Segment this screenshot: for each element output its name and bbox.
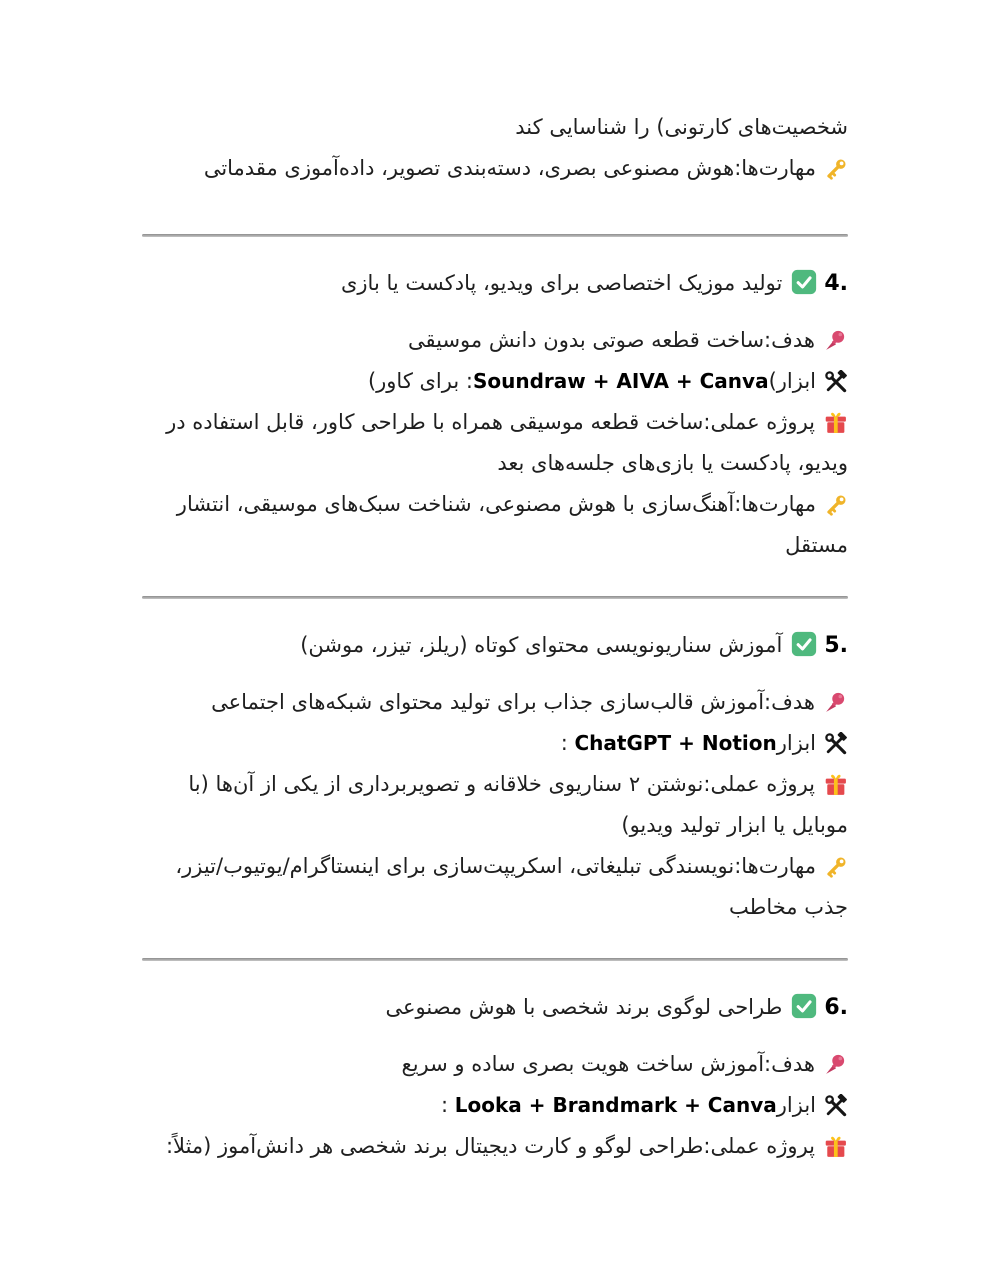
section-6 [142, 987, 848, 1167]
tools-tail: : [560, 731, 575, 755]
content-column [142, 0, 848, 1167]
goal-text: آموزش ساخت هویت بصری ساده و سریع [401, 1052, 765, 1076]
section-4 [142, 263, 848, 566]
hammer-wrench-icon [824, 1094, 848, 1118]
section-number: 5. [824, 633, 848, 658]
pushpin-icon [823, 1052, 848, 1077]
check-icon [791, 993, 817, 1019]
check-icon [791, 269, 817, 295]
key-icon [824, 493, 848, 517]
section-title: طراحی لوگوی برند شخصی با هوش مصنوعی [385, 995, 783, 1019]
intro-text: شخصیت‌های کارتونی) را شناسایی کند [515, 115, 848, 139]
goal-text: آموزش قالب‌سازی جذاب برای تولید محتوای شبکه‌های اجتماعی [211, 690, 765, 714]
gift-icon [823, 1134, 848, 1159]
project-label: پروژه عملی: [703, 772, 815, 796]
goal-text: ساخت قطعه صوتی بدون دانش موسیقی [408, 328, 765, 352]
goal-label: هدف: [764, 690, 815, 714]
skills-label: مهارت‌ها: [734, 492, 816, 516]
section-divider [142, 234, 848, 237]
skills-label: مهارت‌ها: [734, 854, 816, 878]
tools-names: Soundraw + AIVA + Canva [472, 369, 769, 393]
section-5-heading [142, 625, 848, 666]
intro-continuation-line [142, 107, 848, 148]
project-label: پروژه عملی: [703, 410, 815, 434]
key-icon [824, 157, 848, 181]
pushpin-icon [823, 690, 848, 715]
tools-label: ابزار) [768, 369, 816, 393]
project-line [142, 402, 848, 484]
pushpin-icon [823, 328, 848, 353]
hammer-wrench-icon [824, 732, 848, 756]
project-label: پروژه عملی: [703, 1134, 815, 1158]
tools-line [142, 361, 848, 402]
goal-label: هدف: [764, 1052, 815, 1076]
tools-label: ابزار [776, 1093, 816, 1117]
section-divider [142, 958, 848, 961]
skills-text: نویسندگی تبلیغاتی، اسکریپت‌سازی برای اینستاگرام/یوتیوب/تیزر، جذب مخاطب [175, 854, 848, 919]
skills-line [142, 846, 848, 928]
hammer-wrench-icon [824, 370, 848, 394]
gift-icon [823, 772, 848, 797]
skills-line [142, 484, 848, 566]
section-6-heading [142, 987, 848, 1028]
goal-line [142, 320, 848, 361]
goal-label: هدف: [764, 328, 815, 352]
section-5 [142, 625, 848, 928]
section-title: تولید موزیک اختصاصی برای ویدیو، پادکست یا بازی [340, 271, 783, 295]
goal-line [142, 682, 848, 723]
tools-line [142, 723, 848, 764]
tools-tail: : برای کاور) [367, 369, 473, 393]
section-number: 6. [824, 995, 848, 1020]
key-icon [824, 855, 848, 879]
project-text: طراحی لوگو و کارت دیجیتال برند شخصی هر دانش‌آموز (مثلاً: [165, 1134, 704, 1158]
skills-text: آهنگ‌سازی با هوش مصنوعی، شناخت سبک‌های موسیقی، انتشار مستقل [176, 492, 848, 557]
check-icon [791, 631, 817, 657]
section-4-heading [142, 263, 848, 304]
tools-label: ابزار [776, 731, 816, 755]
intro-skills-line [142, 148, 848, 189]
skills-text: هوش مصنوعی بصری، دسته‌بندی تصویر، داده‌آموزی مقدماتی [203, 156, 735, 180]
project-line [142, 764, 848, 846]
tools-names: Looka + Brandmark + Canva [454, 1093, 777, 1117]
skills-label: مهارت‌ها: [734, 156, 816, 180]
section-divider [142, 596, 848, 599]
section-number: 4. [824, 271, 848, 296]
project-line [142, 1126, 848, 1167]
tools-tail: : [440, 1093, 455, 1117]
project-text: ساخت قطعه موسیقی همراه با طراحی کاور، قابل استفاده در ویدیو، پادکست یا بازی‌های جلسه‌های بعد [166, 410, 848, 475]
tools-names: ChatGPT + Notion [574, 731, 777, 755]
goal-line [142, 1044, 848, 1085]
gift-icon [823, 410, 848, 435]
project-text: نوشتن ۲ سناریوی خلاقانه و تصویربرداری از یکی از آن‌ها (با موبایل یا ابزار تولید ویدیو) [188, 772, 848, 837]
section-title: آموزش سناریونویسی محتوای کوتاه (ریلز، تیزر، موشن) [300, 633, 783, 657]
tools-line [142, 1085, 848, 1126]
